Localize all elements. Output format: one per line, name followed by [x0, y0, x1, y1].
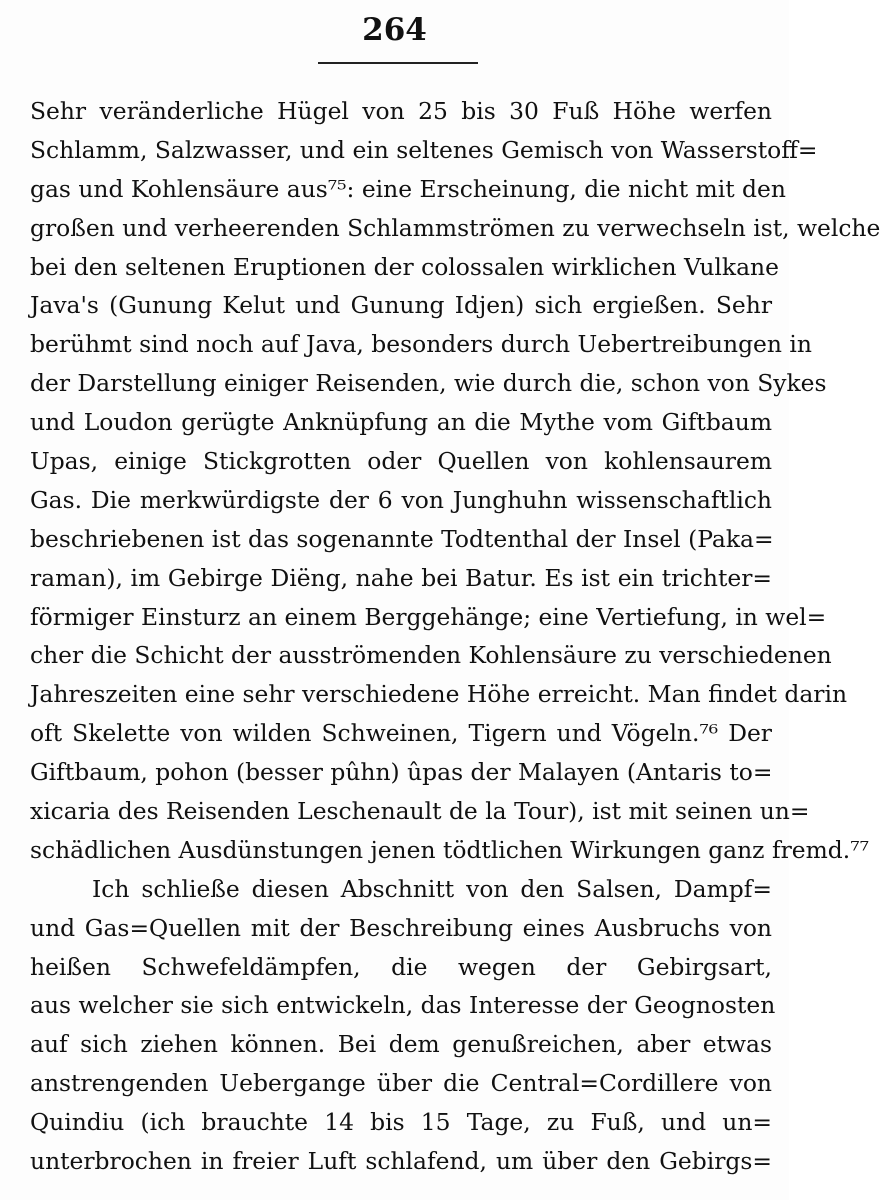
text-line: raman), im Gebirge Diëng, nahe bei Batur. Es ist ein trichter= [30, 563, 772, 592]
text-line: Upas, einige Stickgrotten oder Quellen von kohlensaurem [30, 447, 772, 476]
body-text [30, 92, 880, 1181]
text-line: und Loudon gerügte Anknüpfung an die Mythe vom Giftbaum [30, 408, 772, 437]
text-line: Quindiu (ich brauchte 14 bis 15 Tage, zu Fuß, und un= [30, 1108, 772, 1137]
text-line: heißen Schwefeldämpfen, die wegen der Gebirgsart, [30, 952, 772, 981]
text-line: anstrengenden Uebergange über die Central=Cordillere von [30, 1069, 772, 1098]
text-line: Jahreszeiten eine sehr verschiedene Höhe erreicht. Man findet darin [30, 680, 848, 709]
text-line: förmiger Einsturz an einem Berggehänge; eine Vertiefung, in wel= [30, 602, 827, 631]
text-line: Giftbaum, pohon (besser pûhn) ûpas der Malayen (Antaris to= [30, 758, 773, 787]
text-line: unterbrochen in freier Luft schlafend, um über den Gebirgs= [30, 1147, 772, 1176]
text-line: schädlichen Ausdünstungen jenen tödtlichen Wirkungen ganz fremd.⁷⁷ [30, 835, 869, 864]
text-line: der Darstellung einiger Reisenden, wie durch die, schon von Sykes [30, 369, 827, 398]
text-line: aus welcher sie sich entwickeln, das Interesse der Geognosten [30, 991, 776, 1020]
page-number: 264 [362, 12, 427, 48]
text-line: Gas. Die merkwürdigste der 6 von Junghuhn wissenschaftlich [30, 485, 772, 514]
text-line: oft Skelette von wilden Schweinen, Tigern und Vögeln.⁷⁶ Der [30, 719, 772, 748]
text-line: auf sich ziehen können. Bei dem genußreichen, aber etwas [30, 1030, 772, 1059]
text-line: Sehr veränderliche Hügel von 25 bis 30 Fuß Höhe werfen [30, 97, 772, 125]
text-line: und Gas=Quellen mit der Beschreibung eines Ausbruchs von [30, 913, 772, 942]
text-line: Java's (Gunung Kelut und Gunung Idjen) sich ergießen. Sehr [30, 291, 772, 320]
text-line: berühmt sind noch auf Java, besonders durch Uebertreibungen in [30, 330, 812, 359]
text-line: beschriebenen ist das sogenannte Todtenthal der Insel (Paka= [30, 524, 774, 553]
text-line: Schlamm, Salzwasser, und ein seltenes Gemisch von Wasserstoff= [30, 135, 818, 164]
text-line: cher die Schicht der ausströmenden Kohlensäure zu verschiedenen [30, 641, 832, 670]
text-line: Ich schließe diesen Abschnitt von den Salsen, Dampf= [92, 874, 772, 903]
text-line: gas und Kohlensäure aus⁷⁵: eine Erscheinung, die nicht mit den [30, 174, 786, 203]
text-line: großen und verheerenden Schlammströmen zu verwechseln ist, welche [30, 213, 880, 242]
text-line: bei den seltenen Eruptionen der colossalen wirklichen Vulkane [30, 252, 779, 281]
header-rule [318, 62, 478, 64]
text-line: xicaria des Reisenden Leschenault de la Tour), ist mit seinen un= [30, 797, 810, 826]
